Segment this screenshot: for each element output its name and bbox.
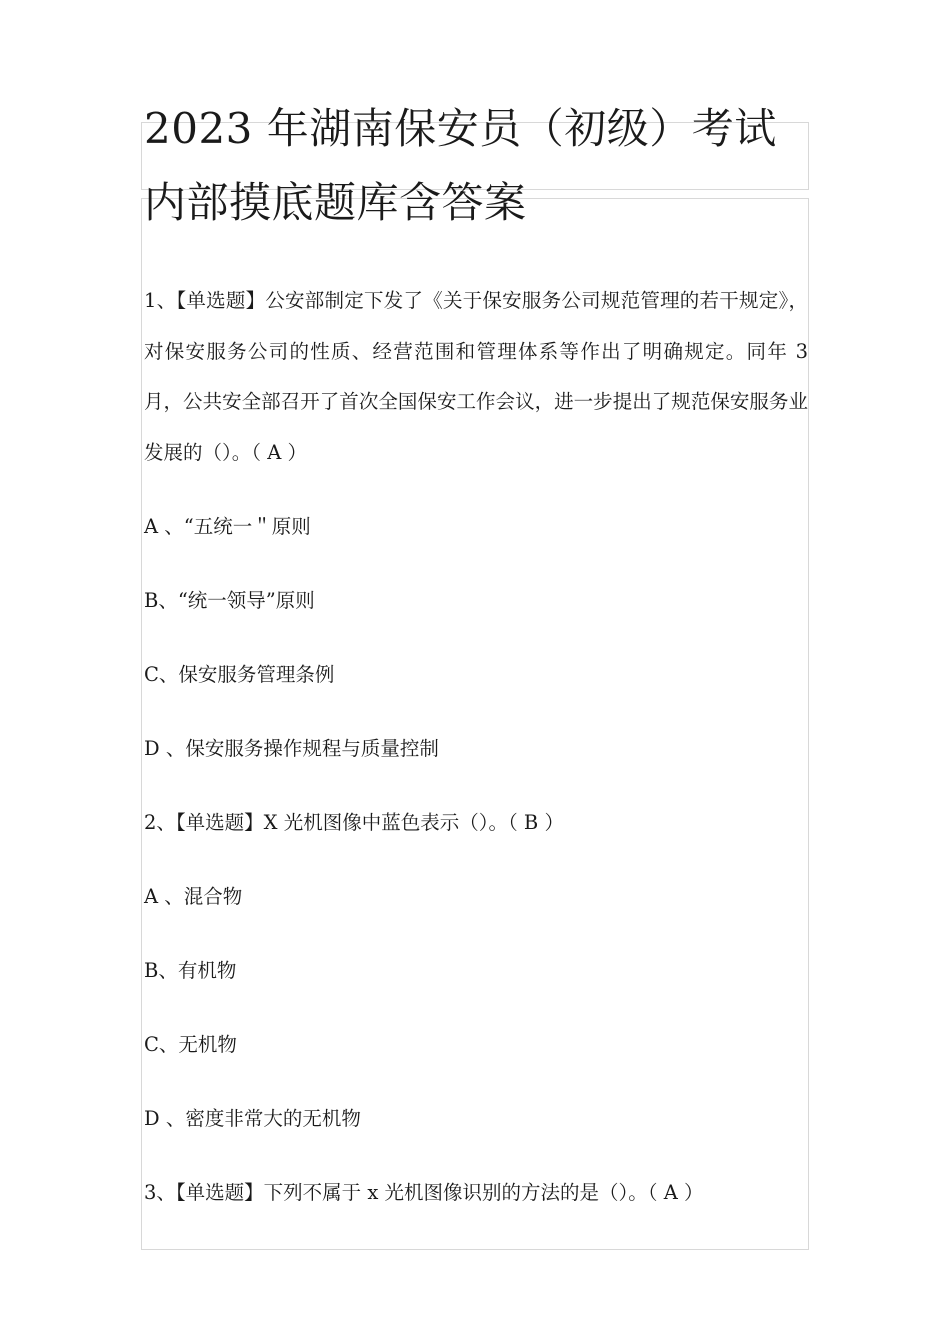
question-1 bbox=[144, 276, 808, 774]
option-d: D 、密度非常大的无机物 bbox=[144, 1106, 361, 1130]
question-list bbox=[144, 276, 808, 1218]
option-a: A 、混合物 bbox=[144, 884, 243, 908]
question-stem: 1、【单选题】公安部制定下发了《关于保安服务公司规范管理的若干规定》，对保安服务公司的性质、经营范围和管理体系等作出了明确规定。同年 3 月，公共安全部召开了首次全国保安工作会议，进一步提出了规范保安服务业发展的（）。（ A ） bbox=[144, 289, 808, 464]
option-c: C、无机物 bbox=[144, 1032, 237, 1056]
option-d: D 、保安服务操作规程与质量控制 bbox=[144, 736, 439, 760]
question-stem: 3、【单选题】下列不属于 x 光机图像识别的方法的是（）。（ A ） bbox=[144, 1180, 704, 1204]
option-b: B、“统一领导”原则 bbox=[144, 588, 315, 612]
document-title: 2023 年湖南保安员（初级）考试内部摸底题库含答案 bbox=[144, 104, 777, 227]
question-3 bbox=[144, 1168, 808, 1219]
option-b: B、有机物 bbox=[144, 958, 237, 982]
question-2 bbox=[144, 798, 808, 1145]
option-a: A 、“五统一＂原则 bbox=[144, 514, 311, 538]
option-c: C、保安服务管理条例 bbox=[144, 662, 335, 686]
question-stem: 2、【单选题】X 光机图像中蓝色表示（）。（ B ） bbox=[144, 810, 564, 834]
document-content bbox=[144, 92, 808, 1218]
